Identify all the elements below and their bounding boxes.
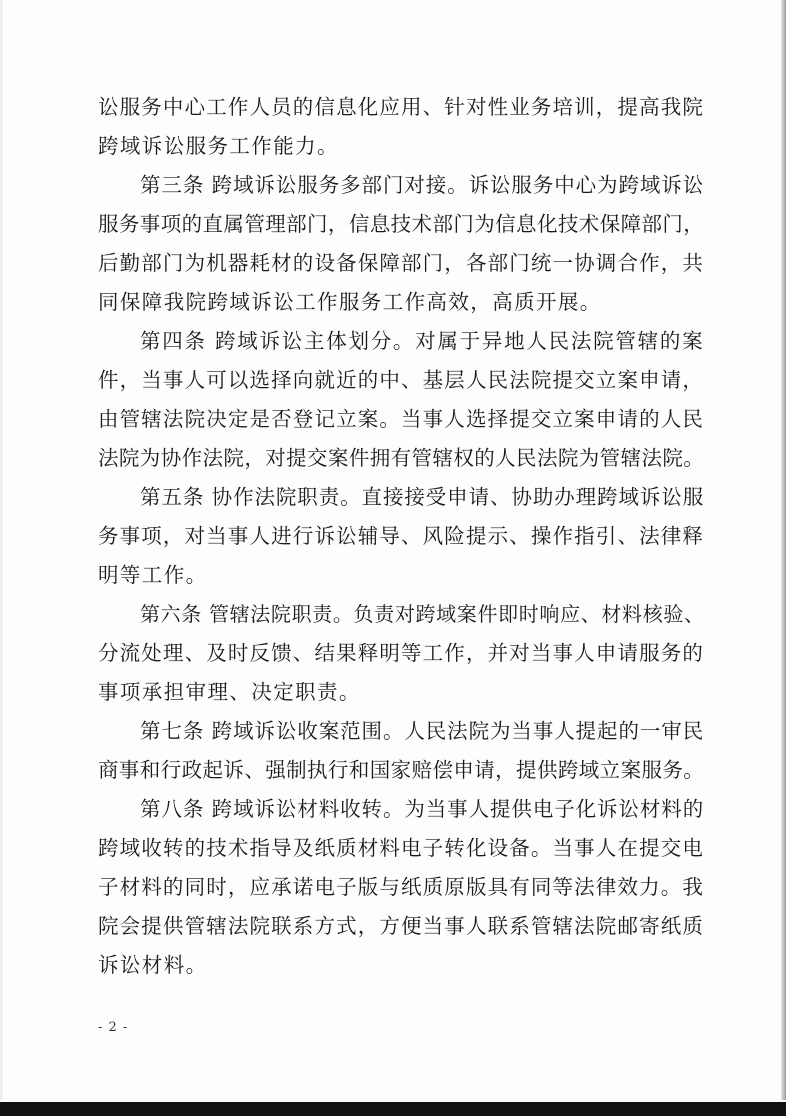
- scan-edge-left: [0, 0, 3, 1100]
- text-line: 件，当事人可以选择向就近的中、基层人民法院提交立案申请，: [98, 368, 704, 392]
- text-line: 院会提供管辖法院联系方式，方便当事人联系管辖法院邮寄纸质: [98, 914, 704, 938]
- page-number: - 2 -: [98, 1020, 129, 1035]
- text-line: 明等工作。: [98, 563, 208, 587]
- text-line: 务事项，对当事人进行诉讼辅导、风险提示、操作指引、法律释: [98, 524, 704, 548]
- text-line: 跨域收转的技术指导及纸质材料电子转化设备。当事人在提交电: [98, 836, 704, 860]
- text-line: 由管辖法院决定是否登记立案。当事人选择提交立案申请的人民: [98, 407, 704, 431]
- scan-edge-bottom: [0, 1102, 786, 1116]
- text-line: 讼服务中心工作人员的信息化应用、针对性业务培训，提高我院: [98, 95, 704, 119]
- text-line: 第四条 跨域诉讼主体划分。对属于异地人民法院管辖的案: [140, 329, 704, 353]
- scan-edge-right: [781, 0, 786, 1100]
- text-line: 法院为协作法院，对提交案件拥有管辖权的人民法院为管辖法院。: [98, 446, 704, 470]
- text-line: 同保障我院跨域诉讼工作服务工作高效，高质开展。: [98, 290, 602, 314]
- text-line: 跨域诉讼服务工作能力。: [98, 134, 339, 158]
- text-line: 子材料的同时，应承诺电子版与纸质原版具有同等法律效力。我: [98, 875, 704, 899]
- text-line: 第六条 管辖法院职责。负责对跨域案件即时响应、材料核验、: [140, 602, 704, 626]
- text-line: 第三条 跨域诉讼服务多部门对接。诉讼服务中心为跨域诉讼: [140, 173, 704, 197]
- text-line: 事项承担审理、决定职责。: [98, 680, 361, 704]
- text-line: 分流处理、及时反馈、结果释明等工作，并对当事人申请服务的: [98, 641, 704, 665]
- text-line: 第七条 跨域诉讼收案范围。人民法院为当事人提起的一审民: [140, 719, 704, 743]
- text-line: 第八条 跨域诉讼材料收转。为当事人提供电子化诉讼材料的: [140, 797, 704, 821]
- text-line: 诉讼材料。: [98, 953, 208, 977]
- text-line: 第五条 协作法院职责。直接接受申请、协助办理跨域诉讼服: [140, 485, 704, 509]
- text-line: 后勤部门为机器耗材的设备保障部门，各部门统一协调合作，共: [98, 251, 704, 275]
- text-line: 商事和行政起诉、强制执行和国家赔偿申请，提供跨域立案服务。: [98, 758, 704, 782]
- body-text: [98, 88, 704, 985]
- text-line: 服务事项的直属管理部门，信息技术部门为信息化技术保障部门，: [98, 212, 704, 236]
